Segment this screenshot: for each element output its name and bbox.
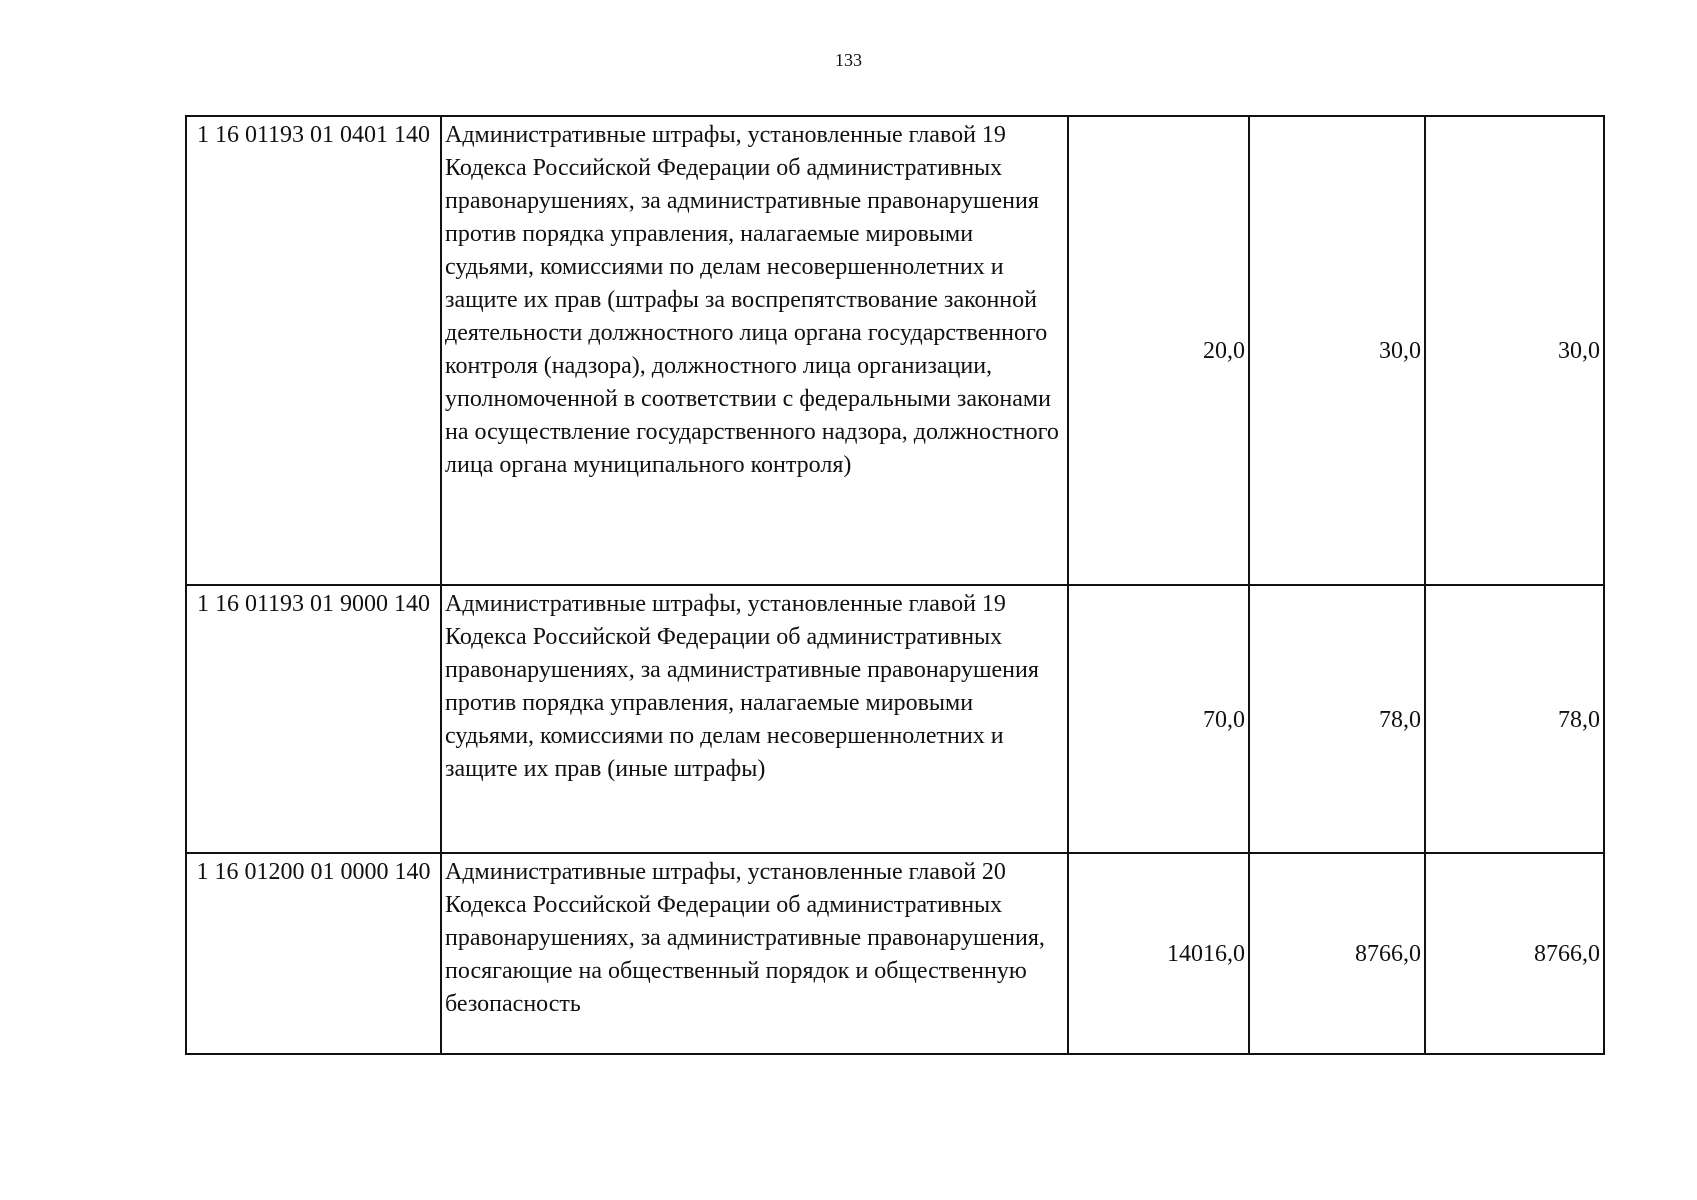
amount-cell-3: 30,0 — [1425, 116, 1604, 585]
table-row — [186, 853, 1604, 1054]
amount-cell-2: 30,0 — [1249, 116, 1425, 585]
page-number: 133 — [835, 50, 862, 70]
budget-code-cell: 1 16 01193 01 9000 140 — [186, 585, 441, 853]
budget-code-cell: 1 16 01200 01 0000 140 — [186, 853, 441, 1054]
table-row — [186, 585, 1604, 853]
amount-cell-2: 78,0 — [1249, 585, 1425, 853]
amount-cell-3: 78,0 — [1425, 585, 1604, 853]
revenue-name-cell: Административные штрафы, установленные главой 19 Кодекса Российской Федерации об административных правонарушениях, за административные правонарушения против порядка управления, налагаемые мировыми судьями, комиссиями по делам несовершеннолетних и защите их прав (иные штрафы) — [441, 585, 1068, 853]
revenue-name-cell: Административные штрафы, установленные главой 19 Кодекса Российской Федерации об административных правонарушениях, за административные правонарушения против порядка управления, налагаемые мировыми судьями, комиссиями по делам несовершеннолетних и защите их прав (штрафы за воспрепятствование законной деятельности должностного лица органа государственного контроля (надзора), должностного лица организации, уполномоченной в соответствии с федеральными законами на осуществление государственного надзора, должностного лица органа муниципального контроля) — [441, 116, 1068, 585]
revenue-name-cell: Административные штрафы, установленные главой 20 Кодекса Российской Федерации об административных правонарушениях, за административные правонарушения, посягающие на общественный порядок и общественную безопасность — [441, 853, 1068, 1054]
amount-cell-2: 8766,0 — [1249, 853, 1425, 1054]
amount-cell-1: 14016,0 — [1068, 853, 1249, 1054]
amount-cell-1: 20,0 — [1068, 116, 1249, 585]
amount-cell-3: 8766,0 — [1425, 853, 1604, 1054]
table-row — [186, 116, 1604, 585]
amount-cell-1: 70,0 — [1068, 585, 1249, 853]
budget-code-cell: 1 16 01193 01 0401 140 — [186, 116, 441, 585]
revenue-table — [185, 115, 1605, 1055]
